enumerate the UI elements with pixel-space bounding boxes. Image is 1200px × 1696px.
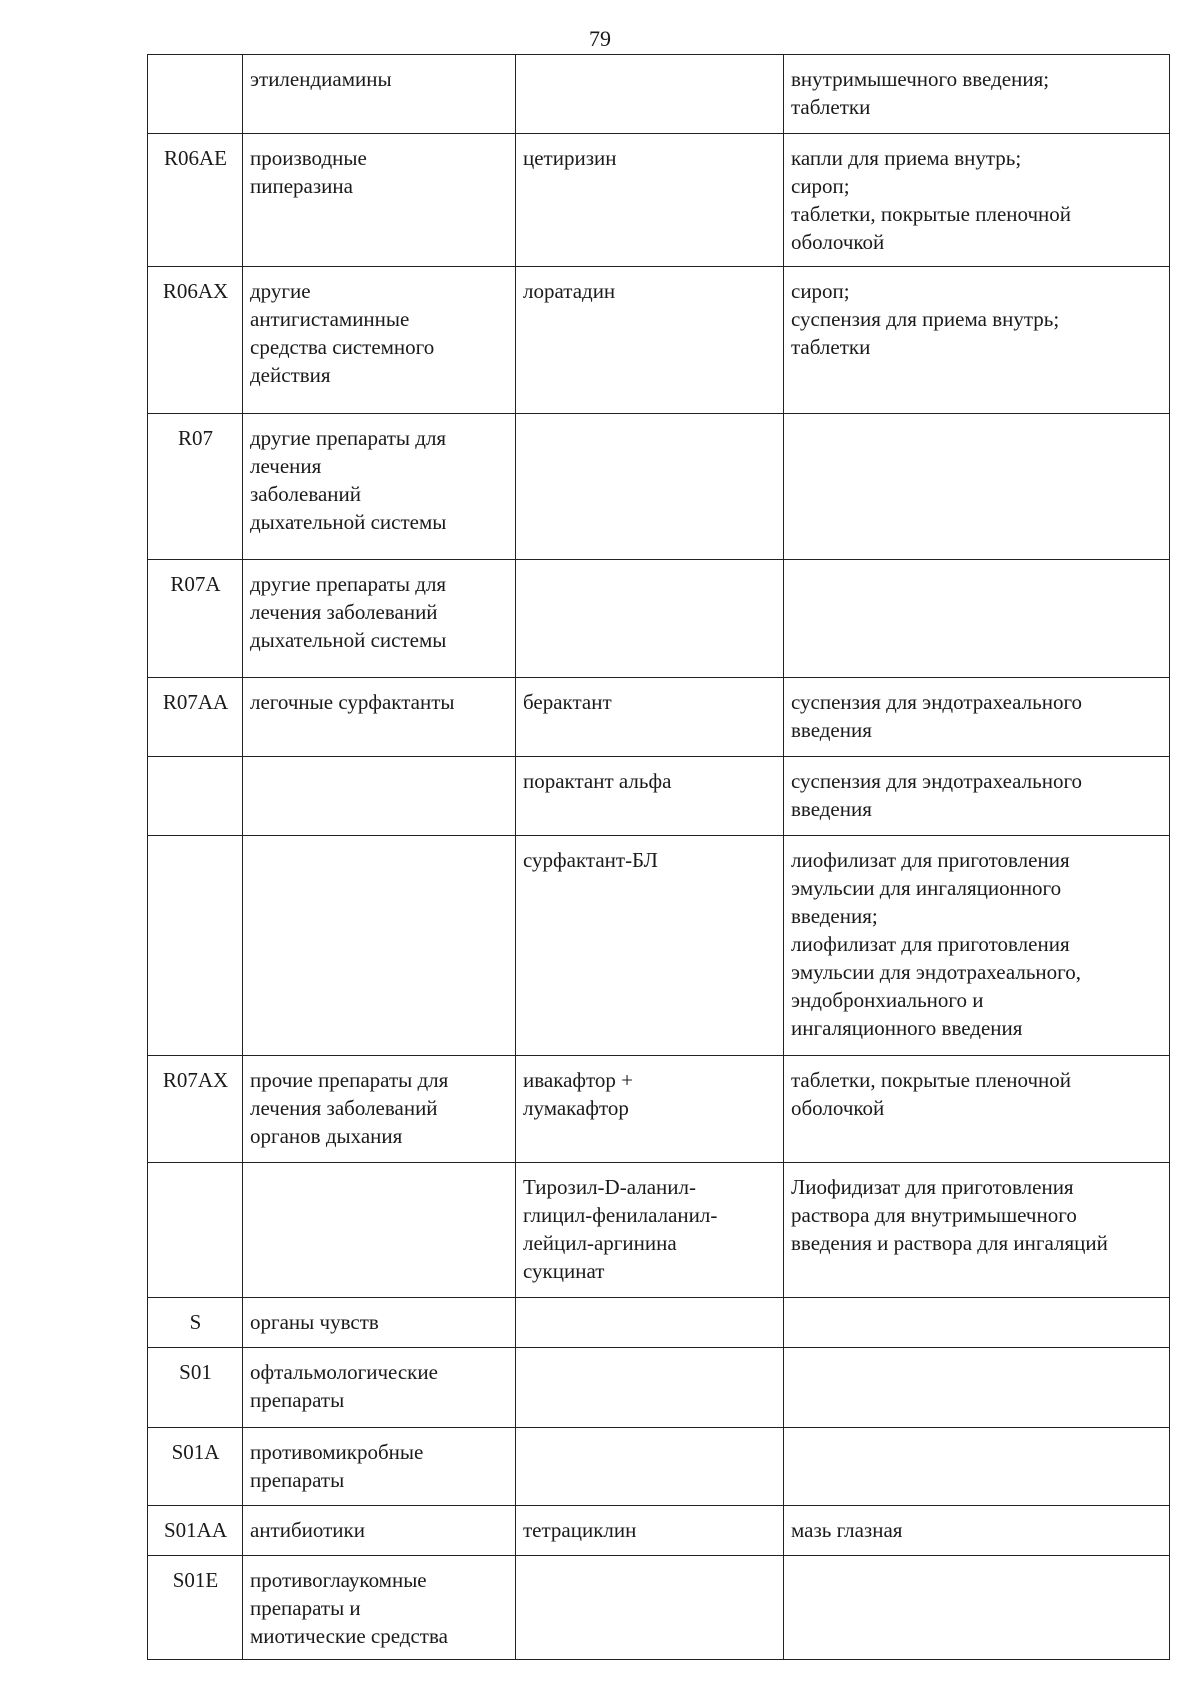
substance-cell: тетрациклин	[516, 1506, 784, 1556]
table-row	[148, 134, 1170, 267]
dosage-form-cell	[784, 1348, 1170, 1428]
dosage-form-cell: суспензия для эндотрахеального введения	[784, 757, 1170, 836]
table-row	[148, 1506, 1170, 1556]
dosage-form-cell	[784, 1298, 1170, 1348]
group-cell: этилендиамины	[243, 55, 516, 134]
table-row	[148, 757, 1170, 836]
group-cell: другие препараты для лечения заболеваний дыхательной системы	[243, 414, 516, 560]
dosage-form-cell: суспензия для эндотрахеального введения	[784, 678, 1170, 757]
dosage-form-cell	[784, 560, 1170, 678]
substance-cell	[516, 55, 784, 134]
group-cell	[243, 757, 516, 836]
dosage-form-cell	[784, 1428, 1170, 1506]
table-row	[148, 1348, 1170, 1428]
atc-code-cell: R07	[148, 414, 243, 560]
dosage-form-cell: таблетки, покрытые пленочной оболочкой	[784, 1056, 1170, 1163]
table-row	[148, 678, 1170, 757]
atc-code-cell	[148, 1163, 243, 1298]
substance-cell	[516, 1298, 784, 1348]
group-cell	[243, 836, 516, 1056]
table-row	[148, 1298, 1170, 1348]
dosage-form-cell	[784, 414, 1170, 560]
dosage-form-cell: мазь глазная	[784, 1506, 1170, 1556]
dosage-form-cell: Лиофидизат для приготовления раствора для внутримышечного введения и раствора для ингаляций	[784, 1163, 1170, 1298]
dosage-form-cell: сироп; суспензия для приема внутрь; таблетки	[784, 267, 1170, 414]
table-row	[148, 1163, 1170, 1298]
substance-cell	[516, 1428, 784, 1506]
atc-code-cell: S01	[148, 1348, 243, 1428]
atc-code-cell	[148, 55, 243, 134]
atc-code-cell: R07A	[148, 560, 243, 678]
substance-cell: лоратадин	[516, 267, 784, 414]
group-cell: офтальмологические препараты	[243, 1348, 516, 1428]
group-cell: прочие препараты для лечения заболеваний органов дыхания	[243, 1056, 516, 1163]
group-cell: другие препараты для лечения заболеваний дыхательной системы	[243, 560, 516, 678]
atc-code-cell: R06AE	[148, 134, 243, 267]
atc-code-cell	[148, 836, 243, 1056]
dosage-form-cell: капли для приема внутрь; сироп; таблетки, покрытые пленочной оболочкой	[784, 134, 1170, 267]
table-row	[148, 1428, 1170, 1506]
substance-cell: порактант альфа	[516, 757, 784, 836]
substance-cell: Тирозил-D-аланил- глицил-фенилаланил- лейцил-аргинина сукцинат	[516, 1163, 784, 1298]
atc-code-cell: S	[148, 1298, 243, 1348]
atc-code-cell: S01AA	[148, 1506, 243, 1556]
atc-code-cell: R07AX	[148, 1056, 243, 1163]
table-row	[148, 1556, 1170, 1660]
group-cell: другие антигистаминные средства системного действия	[243, 267, 516, 414]
table-row	[148, 1056, 1170, 1163]
group-cell: производные пиперазина	[243, 134, 516, 267]
atc-code-cell: R06AX	[148, 267, 243, 414]
table-row	[148, 836, 1170, 1056]
page-number: 79	[589, 26, 611, 51]
group-cell: противомикробные препараты	[243, 1428, 516, 1506]
group-cell: противоглаукомные препараты и миотические средства	[243, 1556, 516, 1660]
group-cell: органы чувств	[243, 1298, 516, 1348]
table-row	[148, 55, 1170, 134]
substance-cell: берактант	[516, 678, 784, 757]
table-row	[148, 560, 1170, 678]
table-row	[148, 267, 1170, 414]
group-cell: легочные сурфактанты	[243, 678, 516, 757]
substance-cell: ивакафтор + лумакафтор	[516, 1056, 784, 1163]
substance-cell	[516, 414, 784, 560]
substance-cell	[516, 560, 784, 678]
drug-table	[147, 54, 1170, 1660]
dosage-form-cell	[784, 1556, 1170, 1660]
substance-cell: цетиризин	[516, 134, 784, 267]
group-cell: антибиотики	[243, 1506, 516, 1556]
group-cell	[243, 1163, 516, 1298]
dosage-form-cell: внутримышечного введения; таблетки	[784, 55, 1170, 134]
substance-cell	[516, 1556, 784, 1660]
atc-code-cell: S01E	[148, 1556, 243, 1660]
atc-code-cell: R07AA	[148, 678, 243, 757]
substance-cell	[516, 1348, 784, 1428]
atc-code-cell: S01A	[148, 1428, 243, 1506]
substance-cell: сурфактант-БЛ	[516, 836, 784, 1056]
atc-code-cell	[148, 757, 243, 836]
dosage-form-cell: лиофилизат для приготовления эмульсии для ингаляционного введения; лиофилизат для приготовления эмульсии для эндотрахеального, эндобронхиального и ингаляционного введения	[784, 836, 1170, 1056]
table-row	[148, 414, 1170, 560]
